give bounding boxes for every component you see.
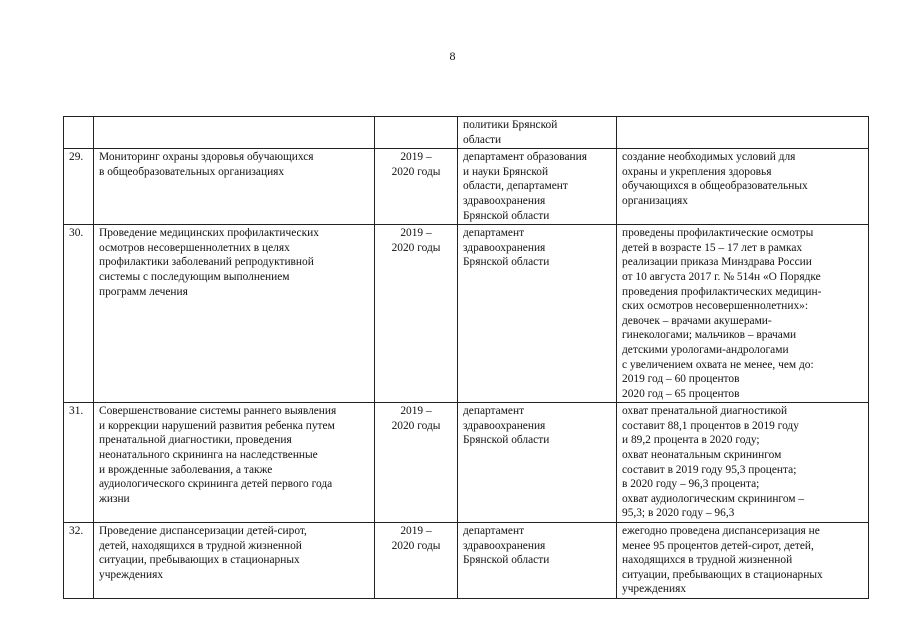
result-line: и 89,2 процента в 2020 году; — [622, 434, 760, 447]
measure-cell — [94, 149, 375, 225]
executor-line: политики Брянской — [463, 119, 558, 131]
result-line: 2020 год – 65 процентов — [622, 387, 740, 400]
measure-line: детей, находящихся в трудной жизненной — [99, 539, 302, 552]
measure-line: Мониторинг охраны здоровья обучающихся — [99, 151, 314, 164]
measure-line: профилактики заболеваний репродуктивной — [99, 256, 314, 269]
result-cell — [617, 403, 869, 523]
result-line: 95,3; в 2020 году – 96,3 — [622, 507, 735, 520]
result-line: от 10 августа 2017 г. № 514н «О Порядке — [622, 270, 821, 283]
table-row — [64, 403, 869, 523]
executor-cell — [458, 149, 617, 225]
executor-cell — [458, 225, 617, 403]
result-line: 2019 год – 60 процентов — [622, 373, 740, 386]
continuation-row — [64, 117, 869, 149]
measure-line: в общеобразовательных организациях — [99, 165, 285, 178]
executor-line: здравоохранения — [463, 241, 546, 254]
period-line: 2019 – — [400, 227, 432, 240]
period-line: 2019 – — [400, 525, 432, 538]
measure-line: Проведение диспансеризации детей-сирот, — [99, 525, 307, 538]
result-line: находящихся в трудной жизненной — [622, 554, 793, 567]
result-line: учреждениях — [622, 583, 687, 596]
measure-line: осмотров несовершеннолетних в целях — [99, 241, 290, 254]
result-line: ситуации, пребывающих в стационарных — [622, 568, 823, 581]
result-line: менее 95 процентов детей-сирот, детей, — [622, 539, 814, 552]
result-line: проведения профилактических медицин- — [622, 285, 822, 298]
measure-line: ситуации, пребывающих в стационарных — [99, 554, 300, 567]
result-line: детей в возрасте 15 – 17 лет в рамках — [622, 241, 803, 254]
result-line: создание необходимых условий для — [622, 151, 796, 164]
result-line: ежегодно проведена диспансеризация не — [622, 525, 820, 538]
measure-line: Проведение медицинских профилактических — [99, 227, 319, 240]
period-line: 2020 годы — [391, 539, 441, 552]
executor-line: здравоохранения — [463, 539, 546, 552]
result-line: гинекологами; мальчиков – врачами — [622, 329, 797, 342]
table-body — [64, 117, 869, 599]
page-number: 8 — [449, 49, 456, 63]
executor-line: департамент — [463, 405, 525, 418]
executor-line: области, департамент — [463, 180, 568, 193]
executor-line: области — [463, 133, 502, 146]
row-number-cell: 32. — [64, 523, 94, 599]
executor-cell — [458, 523, 617, 599]
measure-line: неонатального скрининга на наследственные — [99, 449, 318, 462]
period-line: 2019 – — [400, 405, 432, 418]
measure-line: и врожденные заболевания, а также — [99, 463, 273, 476]
result-line: составит 88,1 процентов в 2019 году — [622, 419, 799, 432]
measure-line: и коррекции нарушений развития ребенка путем — [99, 419, 335, 432]
executor-line: департамент — [463, 227, 525, 240]
result-line: проведены профилактические осмотры — [622, 227, 814, 240]
measure-line: жизни — [99, 492, 130, 505]
measure-line: системы с последующим выполнением — [99, 270, 290, 283]
result-line: девочек – врачами акушерами- — [622, 314, 772, 327]
executor-line: Брянской области — [463, 209, 550, 222]
result-line: в 2020 году – 96,3 процента; — [622, 478, 760, 491]
executor-line: Брянской области — [463, 554, 550, 567]
result-line: детскими урологами-андрологами — [622, 343, 789, 356]
period-cell — [375, 117, 458, 149]
result-line: охват неонатальным скринингом — [622, 449, 782, 462]
result-cell — [617, 117, 869, 149]
executor-cell — [458, 117, 617, 149]
period-cell — [375, 523, 458, 599]
result-line: реализации приказа Минздрава России — [622, 256, 812, 269]
measure-cell — [94, 117, 375, 149]
executor-line: здравоохранения — [463, 419, 546, 432]
executor-line: Брянской области — [463, 434, 550, 447]
row-number-cell — [64, 117, 94, 149]
measures-table — [63, 116, 869, 599]
period-cell — [375, 149, 458, 225]
measure-line: аудиологического скрининга детей первого года — [99, 478, 333, 491]
executor-line: Брянской области — [463, 256, 550, 269]
result-cell — [617, 149, 869, 225]
result-line: с увеличением охвата не менее, чем до: — [622, 358, 814, 371]
measure-line: программ лечения — [99, 285, 188, 298]
result-line: охват пренатальной диагностикой — [622, 405, 788, 418]
measure-line: учреждениях — [99, 568, 164, 581]
result-cell — [617, 225, 869, 403]
measure-line: пренатальной диагностики, проведения — [99, 434, 292, 447]
executor-line: и науки Брянской — [463, 165, 549, 178]
result-cell — [617, 523, 869, 599]
table-row — [64, 523, 869, 599]
period-cell — [375, 225, 458, 403]
executor-line: здравоохранения — [463, 194, 546, 207]
result-line: ских осмотров несовершеннолетних»: — [622, 300, 809, 313]
measure-cell — [94, 403, 375, 523]
executor-line: департамент образования — [463, 151, 587, 164]
result-line: обучающихся в общеобразовательных — [622, 180, 808, 193]
period-line: 2020 годы — [391, 165, 441, 178]
table-row — [64, 149, 869, 225]
result-line: охват аудиологическим скринингом – — [622, 492, 805, 505]
period-line: 2020 годы — [391, 241, 441, 254]
executor-cell — [458, 403, 617, 523]
measure-cell — [94, 523, 375, 599]
result-line: составит в 2019 году 95,3 процента; — [622, 463, 797, 476]
executor-line: департамент — [463, 525, 525, 538]
period-line: 2019 – — [400, 151, 432, 164]
period-line: 2020 годы — [391, 419, 441, 432]
measure-line: Совершенствование системы раннего выявления — [99, 405, 337, 418]
row-number-cell: 31. — [64, 403, 94, 523]
result-line: охраны и укрепления здоровья — [622, 165, 772, 178]
row-number-cell: 30. — [64, 225, 94, 403]
measure-cell — [94, 225, 375, 403]
result-line: организациях — [622, 194, 688, 207]
period-cell — [375, 403, 458, 523]
row-number-cell: 29. — [64, 149, 94, 225]
table-row — [64, 225, 869, 403]
